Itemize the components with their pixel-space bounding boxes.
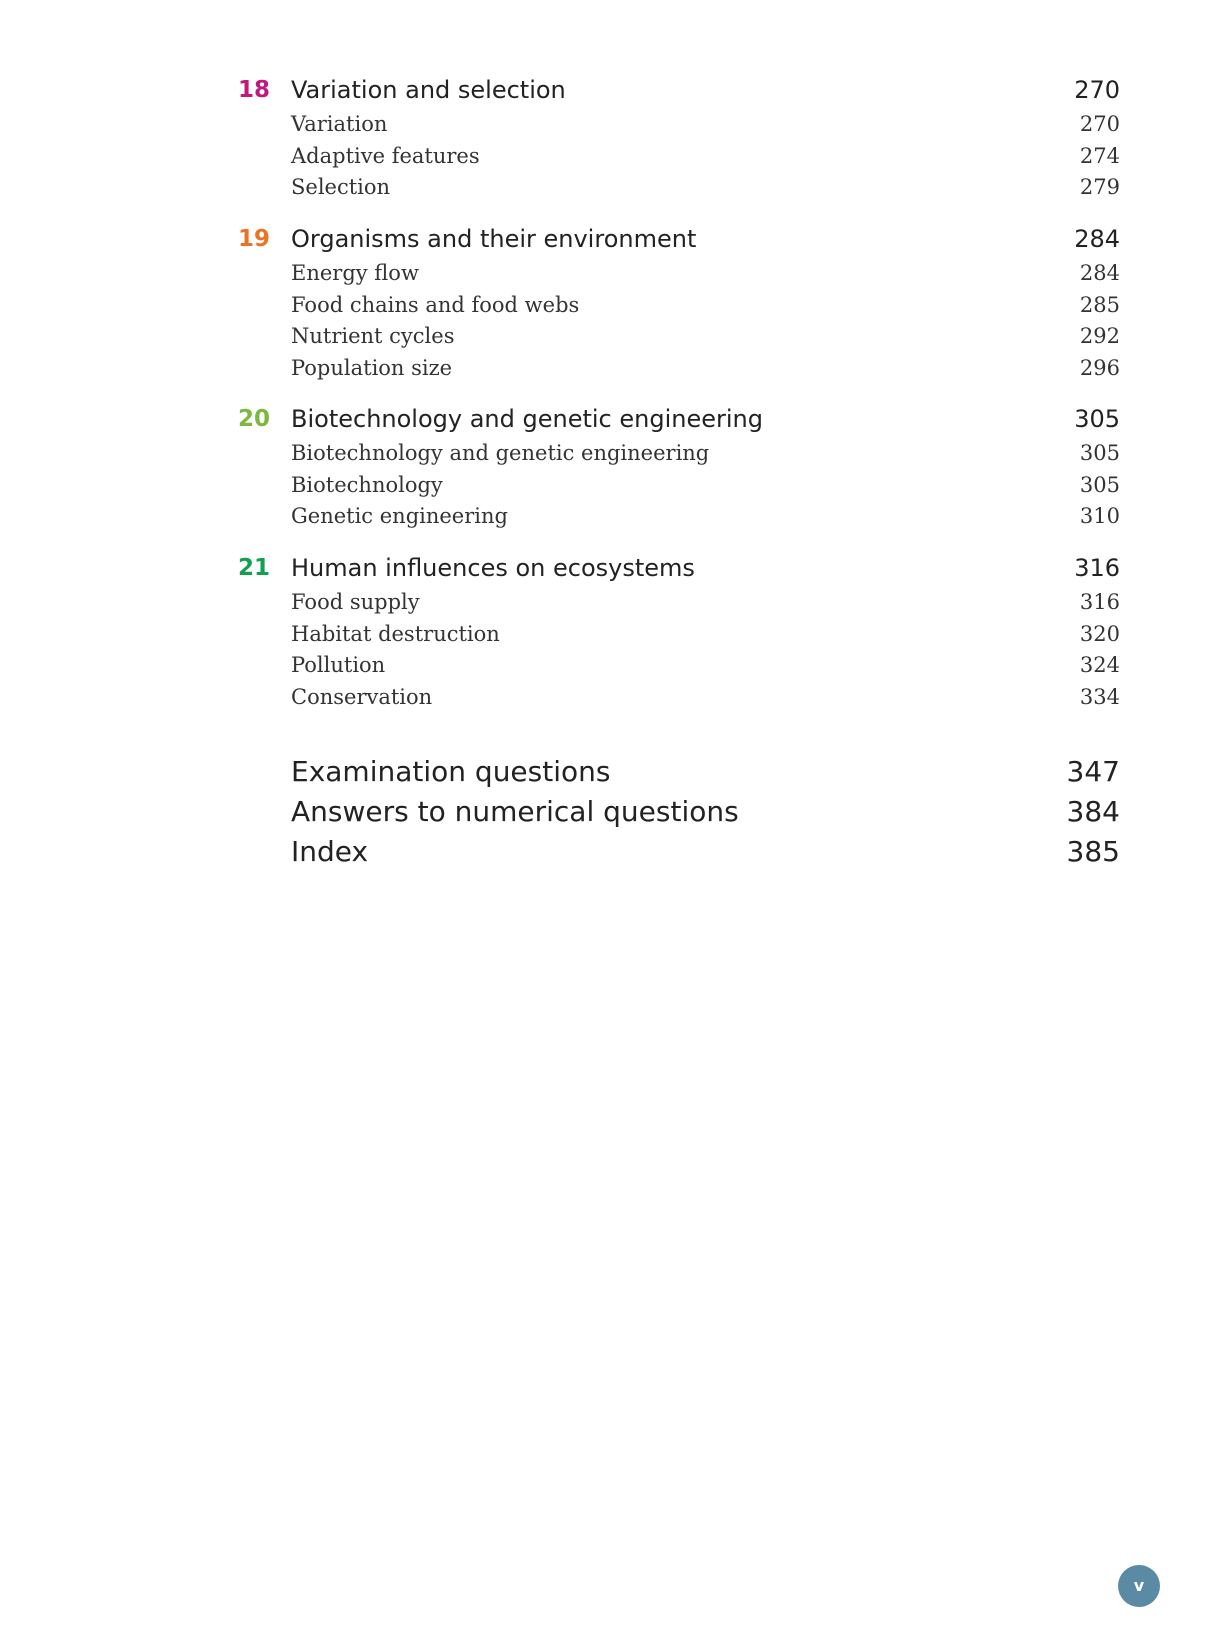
chapter-heading[interactable] xyxy=(0,401,1227,437)
section-entry[interactable] xyxy=(0,469,1227,501)
backmatter-title: Examination questions xyxy=(291,755,611,788)
section-page: 285 xyxy=(1079,293,1120,317)
chapter-number: 21 xyxy=(238,555,271,581)
section-page: 324 xyxy=(1079,653,1120,677)
section-title: Conservation xyxy=(291,685,433,709)
chapter-title: Variation and selection xyxy=(291,76,566,104)
section-title: Energy flow xyxy=(291,261,419,285)
section-title: Pollution xyxy=(291,653,386,677)
section-title: Habitat destruction xyxy=(291,622,500,646)
section-page: 296 xyxy=(1079,356,1120,380)
section-page: 305 xyxy=(1079,441,1120,465)
backmatter-title: Answers to numerical questions xyxy=(291,795,739,828)
section-title: Population size xyxy=(291,356,453,380)
section-title: Biotechnology xyxy=(291,473,443,497)
backmatter-entry[interactable] xyxy=(0,832,1227,872)
section-title: Variation xyxy=(291,112,388,136)
section-page: 284 xyxy=(1079,261,1120,285)
section-page: 320 xyxy=(1079,622,1120,646)
backmatter-entry[interactable] xyxy=(0,792,1227,832)
section-page: 310 xyxy=(1079,504,1120,528)
section-entry[interactable] xyxy=(0,586,1227,618)
section-page: 270 xyxy=(1079,112,1120,136)
section-entry[interactable] xyxy=(0,649,1227,681)
section-page: 334 xyxy=(1079,685,1120,709)
chapter-title: Biotechnology and genetic engineering xyxy=(291,405,763,433)
chapter-title: Organisms and their environment xyxy=(291,225,697,253)
section-entry[interactable] xyxy=(0,681,1227,713)
section-title: Selection xyxy=(291,175,391,199)
chapter-number: 20 xyxy=(238,406,271,432)
section-title: Genetic engineering xyxy=(291,504,508,528)
backmatter-title: Index xyxy=(291,835,369,868)
section-page: 279 xyxy=(1079,175,1120,199)
section-entry[interactable] xyxy=(0,171,1227,203)
backmatter-page: 347 xyxy=(1066,755,1120,788)
chapter-page: 305 xyxy=(1074,405,1120,433)
section-entry[interactable] xyxy=(0,352,1227,384)
section-title: Adaptive features xyxy=(291,144,480,168)
section-entry[interactable] xyxy=(0,500,1227,532)
section-entry[interactable] xyxy=(0,140,1227,172)
backmatter-page: 384 xyxy=(1066,795,1120,828)
section-title: Nutrient cycles xyxy=(291,324,455,348)
section-entry[interactable] xyxy=(0,320,1227,352)
section-page: 305 xyxy=(1079,473,1120,497)
section-page: 274 xyxy=(1079,144,1120,168)
chapter-heading[interactable] xyxy=(0,72,1227,108)
chapter-page: 270 xyxy=(1074,76,1120,104)
section-entry[interactable] xyxy=(0,257,1227,289)
section-entry[interactable] xyxy=(0,437,1227,469)
section-entry[interactable] xyxy=(0,618,1227,650)
section-title: Food chains and food webs xyxy=(291,293,580,317)
section-page: 316 xyxy=(1079,590,1120,614)
chapter-title: Human influences on ecosystems xyxy=(291,554,695,582)
section-entry[interactable] xyxy=(0,108,1227,140)
chapter-heading[interactable] xyxy=(0,550,1227,586)
section-title: Food supply xyxy=(291,590,420,614)
chapter-number: 18 xyxy=(238,77,271,103)
backmatter-entry[interactable] xyxy=(0,752,1227,792)
backmatter-page: 385 xyxy=(1066,835,1120,868)
chapter-number: 19 xyxy=(238,226,271,252)
page-number-badge: v xyxy=(1118,1565,1160,1607)
section-page: 292 xyxy=(1079,324,1120,348)
section-entry[interactable] xyxy=(0,289,1227,321)
section-title: Biotechnology and genetic engineering xyxy=(291,441,710,465)
chapter-page: 316 xyxy=(1074,554,1120,582)
chapter-page: 284 xyxy=(1074,225,1120,253)
chapter-heading[interactable] xyxy=(0,221,1227,257)
